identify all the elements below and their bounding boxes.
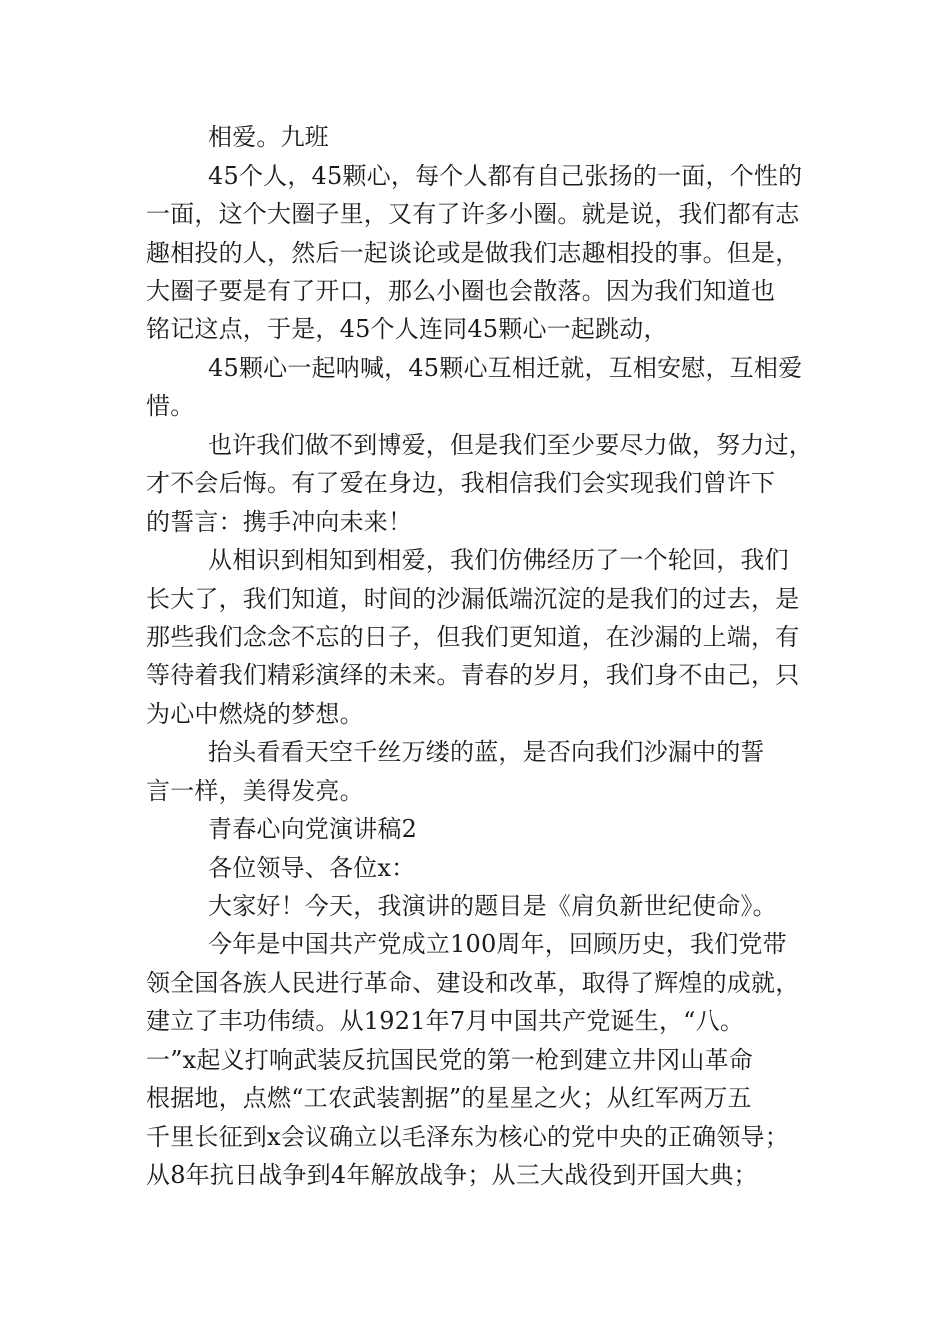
text-line: 铭记这点，于是，45个人连同45颗心一起跳动， bbox=[146, 315, 668, 343]
text-line: 今年是中国共产党成立100周年，回顾历史，我们党带 bbox=[208, 930, 787, 958]
text-line: 长大了，我们知道，时间的沙漏低端沉淀的是我们的过去，是 bbox=[146, 585, 800, 613]
text-line: 等待着我们精彩演绎的未来。青春的岁月，我们身不由己，只 bbox=[146, 661, 800, 689]
section-heading: 青春心向党演讲稿2 bbox=[208, 815, 418, 843]
text-line: 领全国各族人民进行革命、建设和改革，取得了辉煌的成就， bbox=[146, 969, 800, 997]
text-line: 建立了丰功伟绩。从1921年7月中国共产党诞生，“八。 bbox=[146, 1007, 745, 1035]
text-line: 那些我们念念不忘的日子，但我们更知道，在沙漏的上端，有 bbox=[146, 623, 800, 651]
text-line: 也许我们做不到博爱，但是我们至少要尽力做，努力过， bbox=[208, 431, 813, 459]
text-line: 为心中燃烧的梦想。 bbox=[146, 700, 364, 728]
text-line: 惜。 bbox=[146, 392, 195, 420]
text-line: 一”x起义打响武装反抗国民党的第一枪到建立井冈山革命 bbox=[146, 1046, 754, 1074]
text-line: 45个人，45颗心，每个人都有自己张扬的一面，个性的 bbox=[208, 162, 803, 190]
text-line: 千里长征到x会议确立以毛泽东为核心的党中央的正确领导； bbox=[146, 1123, 789, 1151]
text-line: 根据地，点燃“工农武装割据”的星星之火；从红军两万五 bbox=[146, 1084, 752, 1112]
salutation: 各位领导、各位x： bbox=[208, 854, 416, 882]
text-line: 大家好！今天，我演讲的题目是《肩负新世纪使命》。 bbox=[208, 892, 777, 920]
text-line: 才不会后悔。有了爱在身边，我相信我们会实现我们曾许下 bbox=[146, 469, 776, 497]
text-line: 言一样，美得发亮。 bbox=[146, 777, 364, 805]
text-line: 趣相投的人，然后一起谈论或是做我们志趣相投的事。但是， bbox=[146, 239, 800, 267]
text-line: 的誓言：携手冲向未来！ bbox=[146, 508, 413, 536]
text-line: 一面，这个大圈子里，又有了许多小圈。就是说，我们都有志 bbox=[146, 200, 800, 228]
text-line: 大圈子要是有了开口，那么小圈也会散落。因为我们知道也 bbox=[146, 277, 776, 305]
text-line: 从相识到相知到相爱，我们仿佛经历了一个轮回，我们 bbox=[208, 546, 789, 574]
text-line: 从8年抗日战争到4年解放战争；从三大战役到开国大典； bbox=[146, 1161, 758, 1189]
text-line: 抬头看看天空千丝万缕的蓝，是否向我们沙漏中的誓 bbox=[208, 738, 765, 766]
text-line: 相爱。九班 bbox=[208, 123, 329, 151]
text-line: 45颗心一起呐喊，45颗心互相迁就，互相安慰，互相爱 bbox=[208, 354, 803, 382]
